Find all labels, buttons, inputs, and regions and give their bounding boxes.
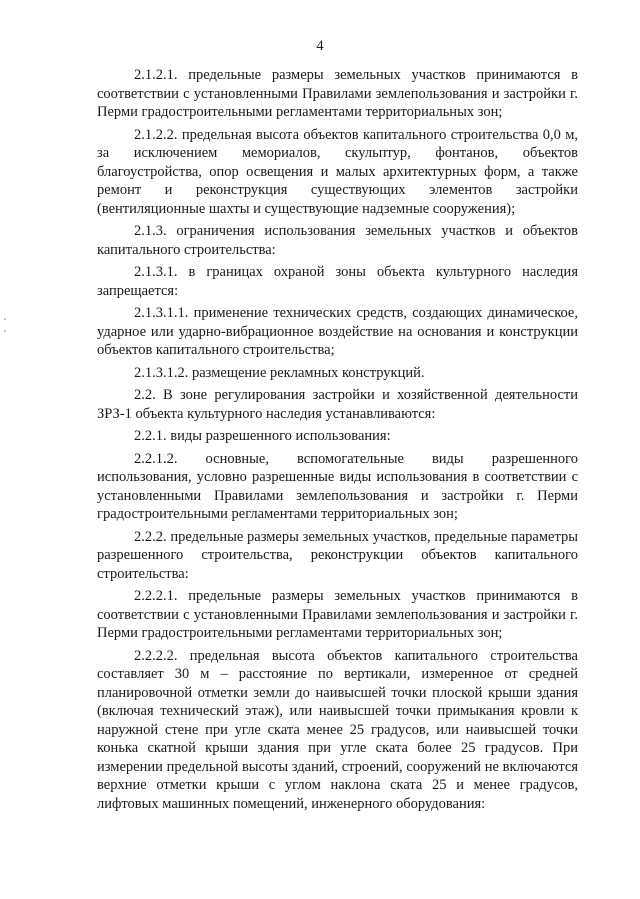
paragraph: 2.1.2.2. предельная высота объектов капитального строительства 0,0 м, за исключением мемориалов, скульптур, фонтанов, объектов благоустройства, опор освещения и малых архитектурных форм, а также ремонт и реконструкция существующих элементов застройки (вентиляционные шахты и существующие надземные сооружения); [97,126,578,217]
paragraph: 2.1.2.1. предельные размеры земельных участков принимаются в соответствии с установленными Правилами землепользования и застройки г. Перми градостроительными регламентами территориальных зон; [97,67,578,120]
scan-artifact-dot [4,318,6,320]
paragraph: 2.1.3. ограничения использования земельных участков и объектов капитального строительства: [97,223,578,258]
paragraph: 2.2. В зоне регулирования застройки и хозяйственной деятельности ЗРЗ-1 объекта культурного наследия устанавливаются: [97,387,578,422]
paragraph: 2.2.2.2. предельная высота объектов капитального строительства составляет 30 м – расстояние по вертикали, измеренное от средней планировочной отметки земли до наивысшей точки плоской крыши здания (включая технический этаж), или наивысшей точки примыкания кровли к наружной стене при угле ската менее 25 градусов, или наивысшей точки конька скатной крыши здания при угле ската более 25 градусов. При измерении предельной высоты зданий, строений, сооружений не включаются верхние отметки крыши с углом наклона ската 25 и менее градусов, лифтовых машинных помещений, инженерного оборудования: [97,647,578,812]
paragraph: 2.2.1. виды разрешенного использования: [134,428,391,444]
paragraph: 2.2.1.2. основные, вспомогательные виды разрешенного использования, условно разрешенные виды использования в соответствии с установленными Правилами землепользования и застройки г. Перми градостроительными регламентами территориальных зон; [97,450,578,522]
paragraph: 2.2.2.1. предельные размеры земельных участков принимаются в соответствии с установленными Правилами землепользования и застройки г. Перми градостроительными регламентами территориальных зон; [97,588,578,641]
paragraph: 2.2.2. предельные размеры земельных участков, предельные параметры разрешенного строительства, реконструкции объектов капитального строительства: [97,528,578,582]
page-number: 4 [316,38,324,54]
paragraph: 2.1.3.1. в границах охраной зоны объекта культурного наследия запрещается: [97,264,578,299]
scan-artifact-dot [4,330,6,332]
paragraph: 2.1.3.1.2. размещение рекламных конструкций. [134,364,425,381]
document-body [97,66,578,817]
paragraph: 2.1.3.1.1. применение технических средств, создающих динамическое, ударное или ударно-вибрационное воздействие на основания и конструкции объектов капитального строительства; [97,305,578,358]
